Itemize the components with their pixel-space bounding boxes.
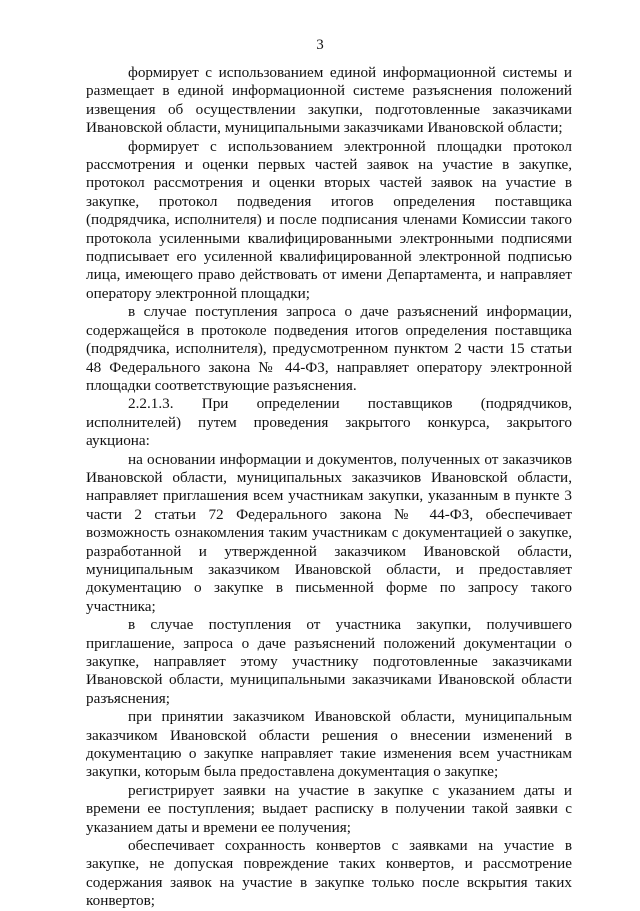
paragraph: формирует с использованием электронной площадки протокол рассмотрения и оценки первых частей заявок на участие в закупке, протокол рассмотрения и оценки вторых частей заявок на участие в закупке, протокол подведения итогов определения поставщика (подрядчика, исполнителя) и после подписания членами Комиссии такого протокола усиленными квалифицированными электронными подписями подписывает его усиленной квалифицированной электронной подписью лица, имеющего право действовать от имени Департамента, и направляет оператору электронной площадки;	[86, 137, 572, 302]
paragraph: регистрирует заявки на участие в закупке с указанием даты и времени ее поступления; выдает расписку в получении такой заявки с указанием даты и времени ее получения;	[86, 781, 572, 836]
page-number: 3	[316, 37, 324, 53]
paragraph: обеспечивает сохранность конвертов с заявками на участие в закупке, не допуская повреждение таких конвертов, и рассмотрение содержания заявок на участие в закупке только после вскрытия таких конвертов;	[86, 837, 572, 910]
document-body	[86, 64, 572, 911]
paragraph: на основании информации и документов, полученных от заказчиков Ивановской области, муниципальных заказчиков Ивановской области, направляет приглашения всем участникам закупки, указанным в пункте 3 части 2 статьи 72 Федерального закона № 44-ФЗ, обеспечивает возможность ознакомления таким участникам с документацией о закупке, разработанной и утвержденной заказчиком Ивановской области, муниципальным заказчиком Ивановской области, и предоставляет документацию о закупке в письменной форме по запросу такого участника;	[86, 450, 572, 615]
paragraph: в случае поступления от участника закупки, получившего приглашение, запроса о даче разъяснений положений документации о закупке, направляет этому участнику подготовленные заказчиками Ивановской области, муниципальными заказчиками Ивановской области разъяснения;	[86, 616, 572, 707]
paragraph: формирует с использованием единой информационной системы и размещает в единой информационной системе разъяснения положений извещения об осуществлении закупки, подготовленные заказчиками Ивановской области, муниципальными заказчиками Ивановской области;	[86, 64, 572, 137]
section-heading-paragraph: 2.2.1.3. При определении поставщиков (подрядчиков, исполнителей) путем проведения закрытого конкурса, закрытого аукциона:	[86, 395, 572, 450]
paragraph: в случае поступления запроса о даче разъяснений информации, содержащейся в протоколе подведения итогов определения поставщика (подрядчика, исполнителя), предусмотренном пунктом 2 части 15 статьи 48 Федерального закона № 44-ФЗ, направляет оператору электронной площадки соответствующие разъяснения.	[86, 303, 572, 394]
paragraph: при принятии заказчиком Ивановской области, муниципальным заказчиком Ивановской области решения о внесении изменений в документацию о закупке направляет такие изменения всем участникам закупки, которым была предоставлена документация о закупке;	[86, 708, 572, 781]
